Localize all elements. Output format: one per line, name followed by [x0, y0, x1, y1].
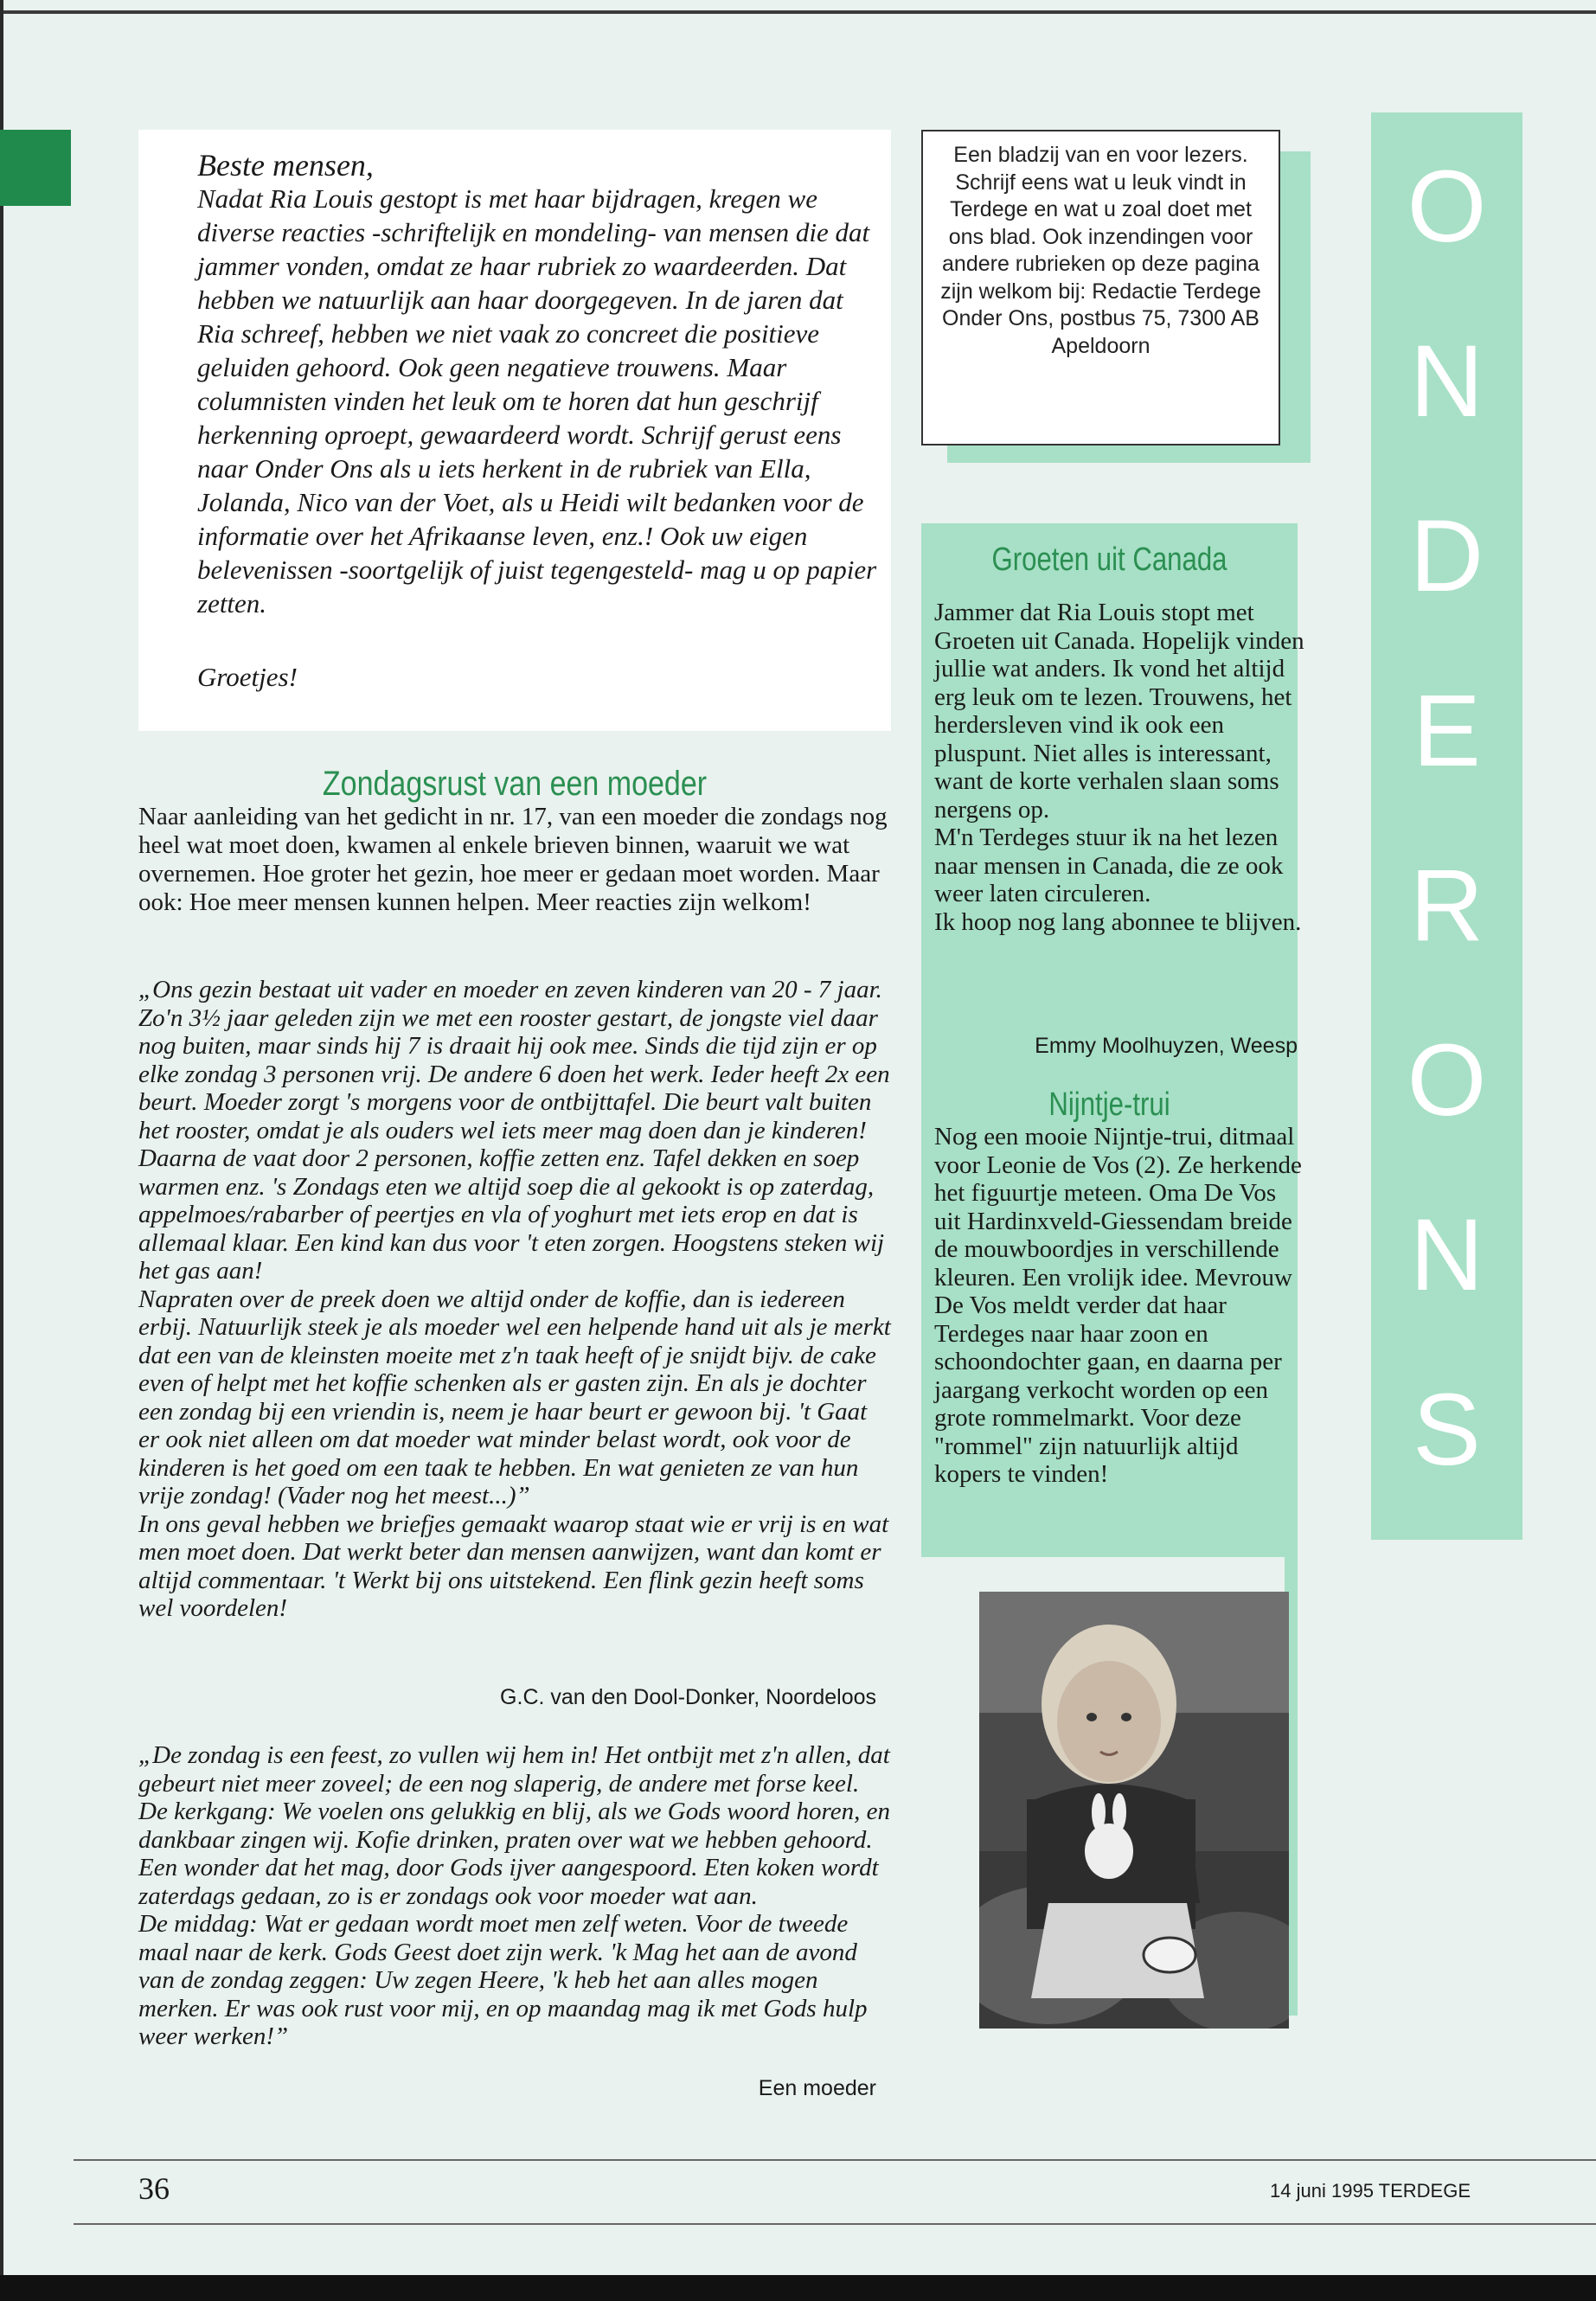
section-letter: O	[1407, 150, 1487, 264]
groeten-body: Jammer dat Ria Louis stopt met Groeten uit Canada. Hopelijk vinden jullie wat anders. Ik vond het altijd erg leuk om te lezen. Trouwens, het herdersleven vind ik ook een pluspunt. Niet alles is interessant, want de korte verhalen slaan soms nergens op. M'n Terdeges stuur ik na het lezen naar mensen in Canada, die ze ook weer laten circuleren. Ik hoop nog lang abonnee te blijven.	[934, 599, 1304, 936]
letter-dool-donker: „Ons gezin bestaat uit vader en moeder en zeven kinderen van 20 - 7 jaar. Zo'n 3½ jaar geleden zijn we met een rooster gestart, de jongste viel daar nog buiten, maar sinds hij 7 is draait hij ook mee. Sinds die tijd zijn er op elke zondag 3 personen vrij. De andere 6 doen het werk. Ieder heeft 2x een beurt. Moeder zorgt 's morgens voor de ontbijttafel. Die beurt valt buiten het rooster, omdat je als ouders wel iets meer mag doen dan je kinderen! Daarna de vaat door 2 personen, koffie zetten enz. Tafel dekken en soep warmen enz. 's Zondags eten we altijd soep die al gekookt is op zaterdag, appelmoes/rabarber of peertjes en vla of yoghurt met iets erop en dat is allemaal klaar. Een kind kan dus voor 't eten zorgen. Hoogstens steken wij het gas aan! Napraten over de preek doen we altijd onder de koffie, dan is iedereen erbij. Natuurlijk steek je als moeder wel een helpende hand uit als je merkt dat een van de kleinsten moeite met z'n taak heeft of je snijdt bijv. de cake even of helpt met het koffie schenken als er gasten zijn. En als je dochter een zondag bij een vriendin is, neem je haar beurt er gewoon bij. 't Gaat er ook niet alleen om dat moeder wat minder belast wordt, ook voor de kinderen is het goed om een taak te hebben. En wat genieten ze van hun vrije zondag! (Vader nog het meest...)” In ons geval hebben we briefjes gemaakt waarop staat wie er vrij is en wat men moet doen. Dat werkt beter dan mensen aanwijzen, want dan komt er altijd commentaar. 't Werkt bij ons uitstekend. Een flink gezin heeft soms wel voordelen!	[138, 976, 891, 1622]
intro-title: Beste mensen,	[197, 148, 374, 183]
zondagsrust-heading: Zondagsrust van een moeder	[322, 765, 708, 803]
section-letter: O	[1407, 1023, 1487, 1138]
section-letter: R	[1409, 849, 1484, 963]
signature-een-moeder: Een moeder	[758, 2076, 876, 2100]
intro-body: Nadat Ria Louis gestopt is met haar bijdragen, kregen we diverse reacties -schriftelijk en mondeling- van mensen die dat jammer vonden, omdat ze haar rubriek zo waardeerden. Dat hebben we natuurlijk aan haar doorgegeven. In de jaren dat Ria schreef, hebben we niet vaak zo concreet die positieve geluiden gehoord. Ook geen negatieve trouwens. Maar columnisten vinden het leuk om te horen dat hun geschrijf herkenning oproept, gewaardeerd wordt. Schrijf gerust eens naar Onder Ons als u iets herkent in de rubriek van Ella, Jolanda, Nico van der Voet, als u Heidi wilt bedanken voor de informatie over het Afrikaanse leven, enz.! Ook uw eigen belevenissen -soortgelijk of juist tegengesteld- mag u op papier zetten.	[197, 183, 877, 619]
section-letter: E	[1413, 674, 1481, 788]
top-rule	[0, 10, 1596, 14]
nijntje-heading: Nijntje-trui	[1048, 1086, 1170, 1123]
footer-rule-top	[74, 2159, 1596, 2161]
info-box: Een bladzij van en voor lezers. Schrijf eens wat u leuk vindt in Terdege en wat u zoal doet met ons blad. Ook inzendingen voor andere rubrieken op deze pagina zijn welkom bij: Redactie Terdege Onder Ons, postbus 75, 7300 AB Apeldoorn	[921, 130, 1280, 445]
section-tab-marker	[0, 130, 71, 206]
section-letter: S	[1413, 1373, 1481, 1487]
child-photo-image	[979, 1592, 1289, 2029]
letter-een-moeder: „De zondag is een feest, zo vullen wij hem in! Het ontbijt met z'n allen, dat gebeurt niet meer zoveel; de een nog slaperig, de andere met forse keel. De kerkgang: We voelen ons gelukkig en blij, als we Gods woord horen, en dankbaar zingen wij. Kofie drinken, praten over wat we hebben gehoord. Een wonder dat het mag, door Gods ijver aangespoord. Eten koken wordt zaterdags gedaan, zo is er zondags ook voor moeder wat aan. De middag: Wat er gedaan wordt moet men zelf weten. Voor de tweede maal naar de kerk. Gods Geest doet zijn werk. 'k Mag het aan de avond van de zondag zeggen: Uw zegen Heere, 'k heb het aan alles mogen merken. Er was ook rust voor mij, en op maandag mag ik met Gods hulp weer werken!”	[138, 1741, 891, 2050]
groeten-signature: Emmy Moolhuyzen, Weesp	[1035, 1034, 1298, 1058]
section-letter: N	[1409, 324, 1484, 439]
footer-rule-bottom	[74, 2223, 1596, 2225]
nijntje-body: Nog een mooie Nijntje-trui, ditmaal voor Leonie de Vos (2). Ze herkende het figuurtje meteen. Oma De Vos uit Hardinxveld-Giessendam breide de mouwboordjes in verschillende kleuren. Een vrolijk idee. Mevrouw De Vos meldt verder dat haar Terdeges naar haar zoon en schoondochter gaan, en daarna per jaargang verkocht worden op een grote rommelmarkt. Voor deze "rommel" zijn natuurlijk altijd kopers te vinden!	[934, 1123, 1302, 1488]
groeten-heading: Groeten uit Canada	[991, 542, 1227, 578]
child-photo	[979, 1592, 1289, 2029]
left-edge	[0, 0, 3, 2301]
section-letter: D	[1409, 499, 1484, 613]
scan-edge	[0, 2275, 1596, 2301]
zondagsrust-intro: Naar aanleiding van het gedicht in nr. 17, van een moeder die zondags nog heel wat moet doen, kwamen al enkele brieven binnen, waaruit we wat overnemen. Hoe groter het gezin, hoe meer er gedaan moet worden. Maar ook: Hoe meer mensen kunnen helpen. Meer reacties zijn welkom!	[138, 803, 888, 916]
issue-date: 14 juni 1995 TERDEGE	[1270, 2180, 1471, 2202]
signature-dool-donker: G.C. van den Dool-Donker, Noordeloos	[500, 1685, 876, 1709]
intro-sign: Groetjes!	[197, 662, 298, 692]
page-number: 36	[138, 2171, 170, 2206]
section-letter: N	[1409, 1198, 1484, 1312]
